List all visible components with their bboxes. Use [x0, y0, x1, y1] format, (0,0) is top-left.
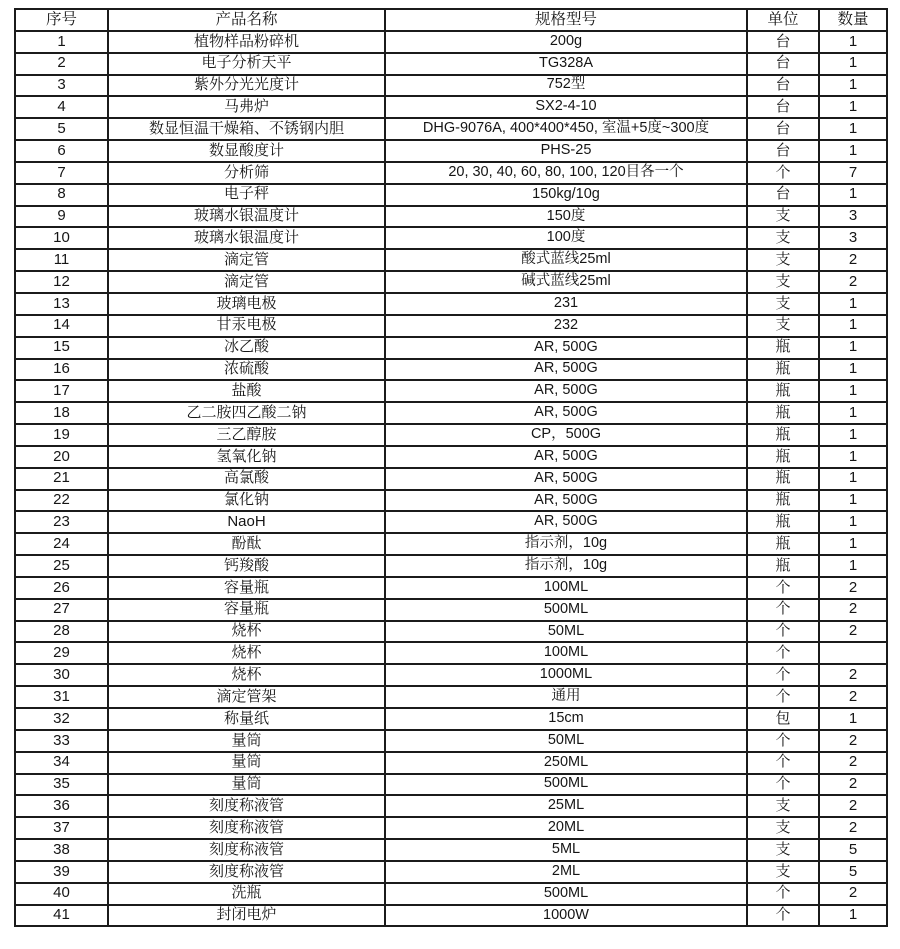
- cell-serial: 19: [15, 424, 108, 446]
- cell-spec: AR, 500G: [385, 380, 747, 402]
- cell-product-name: 称量纸: [108, 708, 385, 730]
- cell-serial: 31: [15, 686, 108, 708]
- cell-quantity: 2: [819, 752, 887, 774]
- cell-quantity: 2: [819, 599, 887, 621]
- table-row: [15, 730, 887, 752]
- table-row: [15, 795, 887, 817]
- cell-spec: 25ML: [385, 795, 747, 817]
- cell-spec: AR, 500G: [385, 446, 747, 468]
- cell-product-name: 刻度称液管: [108, 817, 385, 839]
- cell-unit: 个: [747, 642, 819, 664]
- cell-serial: 36: [15, 795, 108, 817]
- cell-quantity: 1: [819, 380, 887, 402]
- cell-product-name: 酚酞: [108, 533, 385, 555]
- cell-product-name: 滴定管: [108, 271, 385, 293]
- cell-unit: 个: [747, 774, 819, 796]
- cell-product-name: 量筒: [108, 730, 385, 752]
- cell-product-name: 玻璃水银温度计: [108, 227, 385, 249]
- cell-product-name: 浓硫酸: [108, 359, 385, 381]
- cell-serial: 11: [15, 249, 108, 271]
- cell-unit: 支: [747, 839, 819, 861]
- cell-serial: 13: [15, 293, 108, 315]
- cell-unit: 个: [747, 883, 819, 905]
- cell-serial: 2: [15, 53, 108, 75]
- cell-product-name: 数显酸度计: [108, 140, 385, 162]
- cell-quantity: 7: [819, 162, 887, 184]
- cell-spec: 1000ML: [385, 664, 747, 686]
- cell-unit: 个: [747, 621, 819, 643]
- cell-product-name: 紫外分光光度计: [108, 75, 385, 97]
- header-product: 产品名称: [108, 9, 385, 31]
- table-body: [15, 31, 887, 927]
- table-row: [15, 817, 887, 839]
- cell-quantity: 1: [819, 490, 887, 512]
- cell-unit: 支: [747, 227, 819, 249]
- table-row: [15, 315, 887, 337]
- cell-spec: 通用: [385, 686, 747, 708]
- table-row: [15, 839, 887, 861]
- cell-serial: 29: [15, 642, 108, 664]
- cell-quantity: 1: [819, 75, 887, 97]
- cell-serial: 28: [15, 621, 108, 643]
- cell-unit: 个: [747, 905, 819, 927]
- header-row: [15, 9, 887, 31]
- cell-spec: 50ML: [385, 730, 747, 752]
- cell-quantity: 2: [819, 686, 887, 708]
- cell-quantity: 1: [819, 337, 887, 359]
- cell-spec: 20ML: [385, 817, 747, 839]
- cell-unit: 个: [747, 599, 819, 621]
- cell-spec: 指示剂，10g: [385, 555, 747, 577]
- table-row: [15, 511, 887, 533]
- cell-spec: 50ML: [385, 621, 747, 643]
- cell-serial: 24: [15, 533, 108, 555]
- cell-product-name: 数显恒温干燥箱、不锈钢内胆: [108, 118, 385, 140]
- cell-spec: 碱式蓝线25ml: [385, 271, 747, 293]
- cell-serial: 33: [15, 730, 108, 752]
- cell-product-name: 甘汞电极: [108, 315, 385, 337]
- cell-spec: 100ML: [385, 642, 747, 664]
- cell-spec: 232: [385, 315, 747, 337]
- header-serial: 序号: [15, 9, 108, 31]
- cell-spec: 500ML: [385, 774, 747, 796]
- cell-unit: 支: [747, 795, 819, 817]
- cell-quantity: 5: [819, 861, 887, 883]
- cell-serial: 10: [15, 227, 108, 249]
- cell-product-name: 冰乙酸: [108, 337, 385, 359]
- cell-spec: 100ML: [385, 577, 747, 599]
- cell-unit: 台: [747, 75, 819, 97]
- table-row: [15, 118, 887, 140]
- cell-serial: 39: [15, 861, 108, 883]
- table-header: [15, 9, 887, 31]
- cell-serial: 9: [15, 206, 108, 228]
- cell-spec: 2ML: [385, 861, 747, 883]
- cell-unit: 瓶: [747, 533, 819, 555]
- table-row: [15, 490, 887, 512]
- cell-spec: 100度: [385, 227, 747, 249]
- cell-spec: 酸式蓝线25ml: [385, 249, 747, 271]
- cell-unit: 台: [747, 53, 819, 75]
- cell-product-name: 烧杯: [108, 642, 385, 664]
- cell-unit: 个: [747, 752, 819, 774]
- table-row: [15, 883, 887, 905]
- cell-quantity: 2: [819, 664, 887, 686]
- table-row: [15, 402, 887, 424]
- cell-quantity: 2: [819, 883, 887, 905]
- cell-unit: 瓶: [747, 511, 819, 533]
- cell-product-name: 三乙醇胺: [108, 424, 385, 446]
- cell-spec: 20, 30, 40, 60, 80, 100, 120目各一个: [385, 162, 747, 184]
- table-row: [15, 31, 887, 53]
- cell-serial: 14: [15, 315, 108, 337]
- cell-serial: 1: [15, 31, 108, 53]
- table-row: [15, 53, 887, 75]
- table-row: [15, 96, 887, 118]
- cell-quantity: [819, 642, 887, 664]
- cell-unit: 支: [747, 817, 819, 839]
- cell-quantity: 2: [819, 795, 887, 817]
- cell-spec: DHG-9076A, 400*400*450, 室温+5度~300度: [385, 118, 747, 140]
- cell-unit: 瓶: [747, 446, 819, 468]
- table-row: [15, 162, 887, 184]
- cell-product-name: NaoH: [108, 511, 385, 533]
- cell-product-name: 量筒: [108, 752, 385, 774]
- header-unit: 单位: [747, 9, 819, 31]
- cell-serial: 32: [15, 708, 108, 730]
- cell-unit: 个: [747, 162, 819, 184]
- cell-serial: 17: [15, 380, 108, 402]
- cell-spec: 5ML: [385, 839, 747, 861]
- cell-serial: 20: [15, 446, 108, 468]
- table-row: [15, 293, 887, 315]
- cell-quantity: 1: [819, 293, 887, 315]
- cell-quantity: 1: [819, 905, 887, 927]
- table-row: [15, 577, 887, 599]
- header-spec: 规格型号: [385, 9, 747, 31]
- cell-product-name: 滴定管: [108, 249, 385, 271]
- table-row: [15, 774, 887, 796]
- table-row: [15, 380, 887, 402]
- cell-quantity: 1: [819, 315, 887, 337]
- cell-serial: 37: [15, 817, 108, 839]
- cell-product-name: 玻璃电极: [108, 293, 385, 315]
- cell-serial: 23: [15, 511, 108, 533]
- table-row: [15, 599, 887, 621]
- table-row: [15, 249, 887, 271]
- table-row: [15, 708, 887, 730]
- cell-spec: AR, 500G: [385, 490, 747, 512]
- cell-serial: 7: [15, 162, 108, 184]
- cell-quantity: 1: [819, 555, 887, 577]
- cell-spec: AR, 500G: [385, 468, 747, 490]
- cell-quantity: 1: [819, 96, 887, 118]
- cell-serial: 5: [15, 118, 108, 140]
- table-row: [15, 905, 887, 927]
- cell-spec: AR, 500G: [385, 337, 747, 359]
- table-row: [15, 533, 887, 555]
- cell-quantity: 1: [819, 118, 887, 140]
- cell-unit: 个: [747, 664, 819, 686]
- cell-product-name: 氯化钠: [108, 490, 385, 512]
- cell-unit: 包: [747, 708, 819, 730]
- cell-spec: AR, 500G: [385, 402, 747, 424]
- cell-product-name: 氢氧化钠: [108, 446, 385, 468]
- cell-product-name: 高氯酸: [108, 468, 385, 490]
- cell-unit: 瓶: [747, 359, 819, 381]
- cell-serial: 15: [15, 337, 108, 359]
- cell-product-name: 电子秤: [108, 184, 385, 206]
- cell-quantity: 1: [819, 140, 887, 162]
- cell-spec: 500ML: [385, 599, 747, 621]
- cell-serial: 25: [15, 555, 108, 577]
- cell-unit: 瓶: [747, 380, 819, 402]
- cell-serial: 30: [15, 664, 108, 686]
- cell-product-name: 植物样品粉碎机: [108, 31, 385, 53]
- cell-quantity: 3: [819, 227, 887, 249]
- cell-unit: 支: [747, 861, 819, 883]
- cell-quantity: 2: [819, 577, 887, 599]
- cell-unit: 瓶: [747, 424, 819, 446]
- cell-product-name: 刻度称液管: [108, 839, 385, 861]
- cell-quantity: 1: [819, 708, 887, 730]
- cell-unit: 瓶: [747, 555, 819, 577]
- table-row: [15, 184, 887, 206]
- cell-product-name: 量筒: [108, 774, 385, 796]
- cell-serial: 35: [15, 774, 108, 796]
- cell-spec: PHS-25: [385, 140, 747, 162]
- cell-product-name: 钙羧酸: [108, 555, 385, 577]
- cell-spec: 231: [385, 293, 747, 315]
- cell-product-name: 马弗炉: [108, 96, 385, 118]
- cell-spec: TG328A: [385, 53, 747, 75]
- cell-quantity: 2: [819, 271, 887, 293]
- cell-spec: AR, 500G: [385, 511, 747, 533]
- cell-unit: 个: [747, 686, 819, 708]
- cell-serial: 21: [15, 468, 108, 490]
- cell-quantity: 1: [819, 511, 887, 533]
- table-row: [15, 227, 887, 249]
- cell-serial: 16: [15, 359, 108, 381]
- cell-product-name: 封闭电炉: [108, 905, 385, 927]
- cell-product-name: 刻度称液管: [108, 861, 385, 883]
- cell-unit: 台: [747, 140, 819, 162]
- cell-unit: 台: [747, 118, 819, 140]
- cell-serial: 41: [15, 905, 108, 927]
- cell-quantity: 1: [819, 31, 887, 53]
- table-row: [15, 642, 887, 664]
- cell-product-name: 烧杯: [108, 621, 385, 643]
- cell-serial: 4: [15, 96, 108, 118]
- cell-spec: 150度: [385, 206, 747, 228]
- cell-quantity: 2: [819, 774, 887, 796]
- cell-unit: 支: [747, 249, 819, 271]
- cell-unit: 支: [747, 293, 819, 315]
- cell-quantity: 2: [819, 621, 887, 643]
- cell-spec: 1000W: [385, 905, 747, 927]
- cell-unit: 台: [747, 184, 819, 206]
- table-row: [15, 555, 887, 577]
- cell-quantity: 1: [819, 446, 887, 468]
- cell-product-name: 分析筛: [108, 162, 385, 184]
- cell-quantity: 1: [819, 533, 887, 555]
- cell-serial: 8: [15, 184, 108, 206]
- cell-unit: 支: [747, 271, 819, 293]
- cell-quantity: 1: [819, 402, 887, 424]
- cell-unit: 个: [747, 730, 819, 752]
- table-row: [15, 664, 887, 686]
- table-row: [15, 468, 887, 490]
- cell-spec: 752型: [385, 75, 747, 97]
- cell-quantity: 5: [819, 839, 887, 861]
- cell-spec: 15cm: [385, 708, 747, 730]
- table-row: [15, 140, 887, 162]
- cell-product-name: 滴定管架: [108, 686, 385, 708]
- table-row: [15, 446, 887, 468]
- cell-serial: 6: [15, 140, 108, 162]
- cell-product-name: 容量瓶: [108, 577, 385, 599]
- cell-unit: 支: [747, 315, 819, 337]
- cell-serial: 38: [15, 839, 108, 861]
- cell-quantity: 3: [819, 206, 887, 228]
- cell-spec: SX2-4-10: [385, 96, 747, 118]
- cell-unit: 瓶: [747, 490, 819, 512]
- equipment-table: [14, 8, 888, 927]
- cell-product-name: 乙二胺四乙酸二钠: [108, 402, 385, 424]
- cell-spec: 指示剂，10g: [385, 533, 747, 555]
- cell-product-name: 容量瓶: [108, 599, 385, 621]
- cell-spec: CP，500G: [385, 424, 747, 446]
- table-row: [15, 75, 887, 97]
- cell-unit: 瓶: [747, 402, 819, 424]
- cell-spec: 500ML: [385, 883, 747, 905]
- table-row: [15, 686, 887, 708]
- table-row: [15, 861, 887, 883]
- cell-serial: 12: [15, 271, 108, 293]
- cell-unit: 个: [747, 577, 819, 599]
- cell-spec: AR, 500G: [385, 359, 747, 381]
- cell-serial: 40: [15, 883, 108, 905]
- cell-product-name: 烧杯: [108, 664, 385, 686]
- cell-serial: 3: [15, 75, 108, 97]
- cell-spec: 250ML: [385, 752, 747, 774]
- table-row: [15, 337, 887, 359]
- cell-product-name: 盐酸: [108, 380, 385, 402]
- cell-quantity: 2: [819, 249, 887, 271]
- table-row: [15, 206, 887, 228]
- table-row: [15, 752, 887, 774]
- header-quantity: 数量: [819, 9, 887, 31]
- table-row: [15, 621, 887, 643]
- cell-serial: 22: [15, 490, 108, 512]
- table-row: [15, 359, 887, 381]
- cell-serial: 27: [15, 599, 108, 621]
- cell-quantity: 1: [819, 359, 887, 381]
- cell-quantity: 1: [819, 53, 887, 75]
- cell-spec: 150kg/10g: [385, 184, 747, 206]
- cell-unit: 瓶: [747, 337, 819, 359]
- table-row: [15, 271, 887, 293]
- cell-product-name: 刻度称液管: [108, 795, 385, 817]
- cell-unit: 台: [747, 96, 819, 118]
- cell-serial: 18: [15, 402, 108, 424]
- cell-quantity: 1: [819, 424, 887, 446]
- cell-spec: 200g: [385, 31, 747, 53]
- cell-quantity: 1: [819, 184, 887, 206]
- cell-unit: 瓶: [747, 468, 819, 490]
- cell-serial: 34: [15, 752, 108, 774]
- cell-quantity: 2: [819, 730, 887, 752]
- cell-serial: 26: [15, 577, 108, 599]
- cell-product-name: 洗瓶: [108, 883, 385, 905]
- cell-product-name: 玻璃水银温度计: [108, 206, 385, 228]
- cell-quantity: 2: [819, 817, 887, 839]
- cell-unit: 支: [747, 206, 819, 228]
- cell-quantity: 1: [819, 468, 887, 490]
- cell-unit: 台: [747, 31, 819, 53]
- cell-product-name: 电子分析天平: [108, 53, 385, 75]
- table-row: [15, 424, 887, 446]
